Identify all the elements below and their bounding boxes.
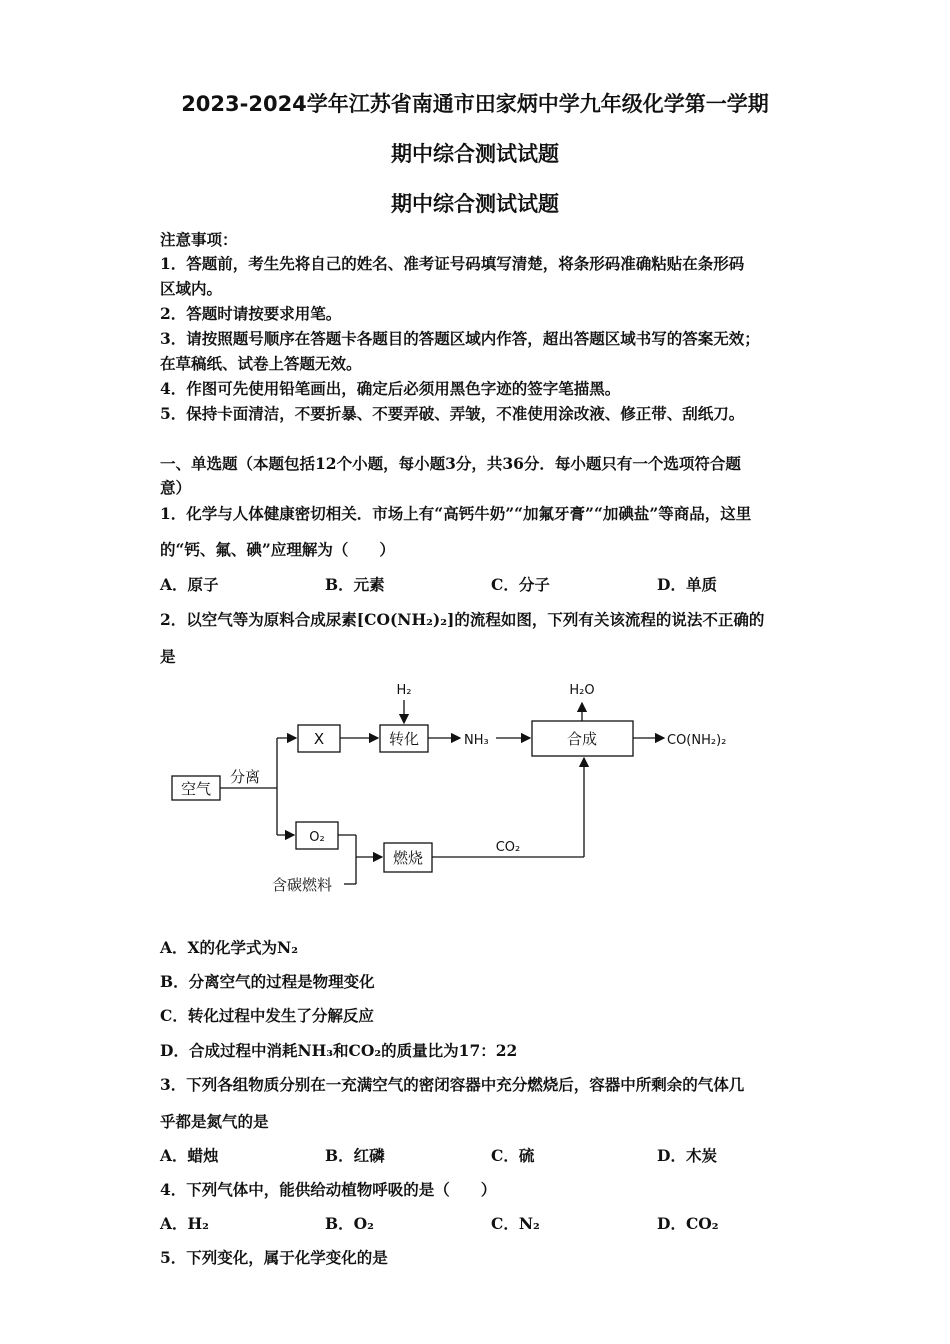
- question-4-option-b: B．O₂: [325, 1214, 374, 1233]
- urea-label: CO(NH₂)₂: [667, 733, 727, 748]
- question-1-stem-cont: 的“钙、氟、碘”应理解为（ ）: [160, 540, 395, 559]
- question-3-option-a: A．蜡烛: [160, 1146, 219, 1165]
- x-label: X: [313, 730, 325, 748]
- question-2-option-d: D．合成过程中消耗NH₃和CO₂的质量比为17：22: [160, 1041, 518, 1060]
- notice-item: 4．作图可先使用铅笔画出，确定后必须用黑色字迹的签字笔描黑。: [160, 379, 621, 398]
- question-1-option-d: D．单质: [657, 575, 717, 594]
- notice-item: 区域内。: [160, 279, 223, 298]
- question-2-stem-cont: 是: [160, 647, 176, 666]
- notice-item: 5．保持卡面清洁，不要折暴、不要弄破、弄皱，不准使用涂改液、修正带、刮纸刀。: [160, 404, 745, 423]
- h2-label: H₂: [396, 683, 412, 698]
- question-3-option-c: C．硫: [491, 1146, 535, 1165]
- question-2-option-c: C．转化过程中发生了分解反应: [160, 1006, 374, 1025]
- o2-label: O₂: [309, 830, 325, 845]
- separate-label: 分离: [230, 768, 261, 786]
- page-subtitle: 期中综合测试试题: [391, 142, 559, 166]
- question-3-option-d: D．木炭: [657, 1146, 717, 1165]
- carbon-fuel-label: 含碳燃料: [272, 876, 333, 894]
- question-1-option-b: B．元素: [325, 575, 385, 594]
- section-heading-cont: 意）: [160, 478, 192, 497]
- notice-item: 2．答题时请按要求用笔。: [160, 304, 342, 323]
- question-1-stem: 1．化学与人体健康密切相关．市场上有“高钙牛奶”“加氟牙膏”“加碘盐”等商品，这里: [160, 504, 752, 523]
- question-3-stem-cont: 乎都是氮气的是: [160, 1112, 269, 1131]
- question-1-option-a: A．原子: [160, 575, 219, 594]
- question-4-stem: 4．下列气体中，能供给动植物呼吸的是（ ）: [160, 1180, 497, 1199]
- question-4-option-a: A．H₂: [160, 1214, 209, 1233]
- notice-item: 1．答题前，考生先将自己的姓名、准考证号码填写清楚，将条形码准确粘贴在条形码: [160, 254, 745, 273]
- question-4-option-c: C．N₂: [491, 1214, 540, 1233]
- page-subtitle-repeat: 期中综合测试试题: [391, 192, 559, 216]
- question-3-option-b: B．红磷: [325, 1146, 385, 1165]
- question-3-stem: 3．下列各组物质分别在一充满空气的密闭容器中充分燃烧后，容器中所剩余的气体几: [160, 1075, 745, 1094]
- page-title: 2023-2024学年江苏省南通市田家炳中学九年级化学第一学期: [181, 92, 769, 116]
- section-heading: 一、单选题（本题包括12个小题，每小题3分，共36分．每小题只有一个选项符合题: [160, 454, 741, 473]
- synth-label: 合成: [566, 730, 598, 748]
- air-label: 空气: [180, 780, 212, 798]
- question-2-stem: 2．以空气等为原料合成尿素[CO(NH₂)₂]的流程如图，下列有关该流程的说法不正确的: [160, 610, 765, 629]
- nh3-label: NH₃: [464, 733, 489, 748]
- question-5-stem: 5．下列变化，属于化学变化的是: [160, 1248, 388, 1267]
- convert-label: 转化: [388, 730, 420, 748]
- question-2-option-a: A．X的化学式为N₂: [160, 938, 299, 957]
- notice-item: 3．请按照题号顺序在答题卡各题目的答题区域内作答，超出答题区域书写的答案无效；: [160, 329, 760, 348]
- question-4-option-d: D．CO₂: [657, 1214, 719, 1233]
- co2-label: CO₂: [495, 840, 521, 855]
- h2o-label: H₂O: [569, 683, 595, 698]
- question-1-option-c: C．分子: [491, 575, 550, 594]
- burn-label: 燃烧: [392, 849, 424, 867]
- notice-heading: 注意事项：: [160, 230, 238, 249]
- notice-item: 在草稿纸、试卷上答题无效。: [160, 354, 362, 373]
- question-2-option-b: B．分离空气的过程是物理变化: [160, 972, 375, 991]
